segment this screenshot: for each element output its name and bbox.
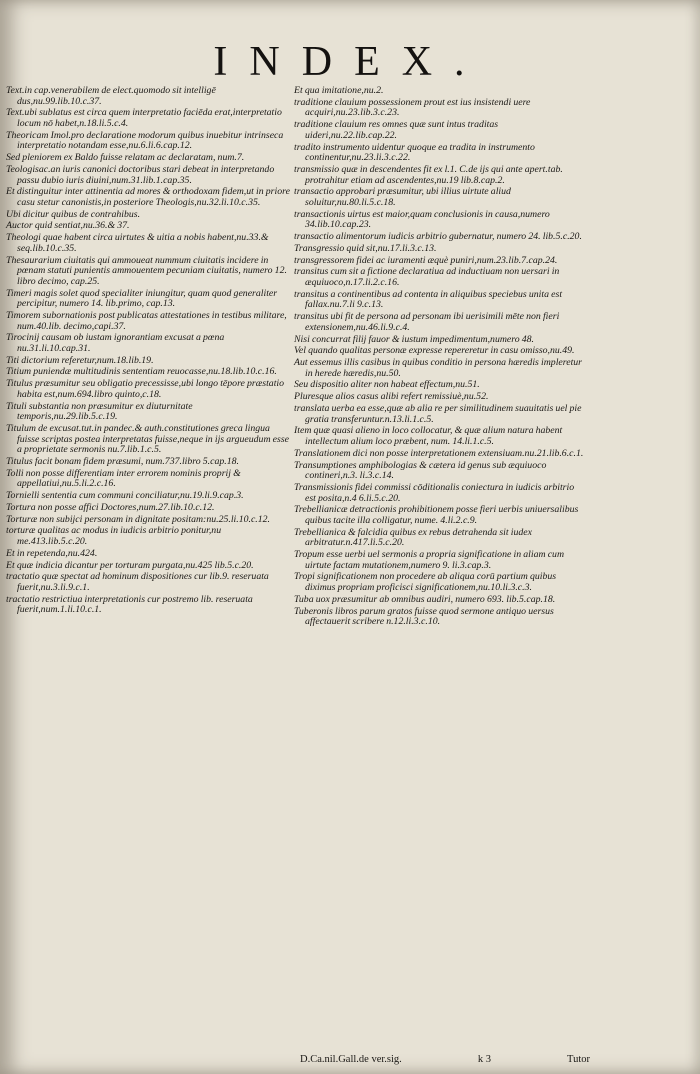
index-entry: Tortura non posse affici Doctores,num.27.lib.10.c.12. <box>6 501 215 513</box>
index-entry: Timeri magis solet quod specialiter iniungitur, quam quod generaliter percipitur, numero 14. lib.primo, cap.13. <box>6 287 278 310</box>
index-entry: Vel quando qualitas personæ expresse repereretur in casu omisso,nu.49. <box>294 345 575 357</box>
index-column-left <box>6 86 291 617</box>
index-entry: Titi dictorium referetur,num.18.lib.19. <box>6 354 154 366</box>
index-entry: Seu dispositio aliter non habeat effectum,nu.51. <box>294 379 480 391</box>
index-column-right <box>294 86 586 629</box>
index-entry: Text.in cap.venerabilem de elect.quomodo sit intelligē dus,nu.99.lib.10.c.37. <box>6 85 216 107</box>
index-entry: traditione clauium res omnes quæ sunt intus traditas uideri,nu.22.lib.cap.22. <box>294 119 499 141</box>
index-entry: Tuba uox præsumitur ab omnibus audiri, numero 693. lib.5.cap.18. <box>294 593 556 605</box>
index-entry: traditione clauium possessionem prout est ius insistendi uere acquiri,nu.23.lib.3.c.23. <box>294 96 531 119</box>
index-entry: Auctor quid sentiat,nu.36.& 37. <box>6 220 130 232</box>
index-entry: Tolli non posse differentiam inter errorem nominis proprij & appellatiui,nu.5.li.2.c.16. <box>6 467 241 490</box>
index-entry: Theoricam Imol.pro declaratione modorum quibus inuebitur intrinseca interpretatio notandam esse,nu.6.li.6.cap.12. <box>6 129 284 152</box>
index-entry: Item quæ quasi alieno in loco collocatur, & quæ alium natura habent intellectum alium loco præbent, num. 14.li.1.c.5. <box>294 425 563 447</box>
footer-signature: D.Ca.nil.Gall.de ver.sig. <box>300 1054 402 1065</box>
index-entry: Titulus facit bonam fidem præsumi, num.737.libro 5.cap.18. <box>6 455 239 467</box>
index-entry: Trebellianica & falcidia quibus ex rebus detrahenda sit iudex arbitratur.n.417.li.5.c.20. <box>294 526 532 549</box>
index-entry: transactionis uirtus est maior,quam conclusionis in causa,numero 34.lib.10.cap.23. <box>294 208 550 231</box>
index-entry: tractatio restrictiua interpretationis cur postremo lib. reseruata fuerit,num.1.li.10.c.1. <box>6 593 253 616</box>
index-entry: Et distinguitur inter attinentia ad mores & orthodoxam fidem,ut in priore casu stetur canonistis,in posteriore Theologis,nu.32.li.10.c.35. <box>6 186 290 208</box>
index-entry: Text.ubi sublatus est circa quem interpretatio faciēda erat,interpretatio locum nō habet,n.18.li.5.c.4. <box>6 107 282 129</box>
index-entry: Pluresque alios casus alibi refert remissiuè,nu.52. <box>294 391 489 403</box>
index-entry: Tropum esse uerbi uel sermonis a propria significatione in aliam cum uirtute factam mutationem,numero 9. li.3.cap.3. <box>294 549 565 571</box>
index-entry: Timorem subornationis post publicatas attestationes in testibus militare, num.40.lib. decimo,capi.37. <box>6 309 287 332</box>
index-entry: Tropi significationem non procedere ab aliqua corū partium quibus diximus propriam proficisci significationem,nu.10.li.3.c.3. <box>294 571 557 593</box>
index-entry: torturæ qualitas ac modus in iudicis arbitrio ponitur,nu me.413.lib.5.c.20. <box>6 525 222 548</box>
index-entry: Nisi concurrat filij fauor & iustum impedimentum,numero 48. <box>294 333 535 345</box>
index-entry: Tornielli sententia cum communi conciliatur,nu.19.li.9.cap.3. <box>6 490 244 502</box>
index-entry: Tirocinij causam ob iustam ignorantiam excusat a pœna nu.31.li.10.cap.31. <box>6 332 225 354</box>
index-entry: Aut essemus illis casibus in quibus conditio in persona hæredis impleretur in herede hæredis,nu.50. <box>294 357 582 379</box>
index-entry: Translationem dici non posse interpretationem extensiuam.nu.21.lib.6.c.1. <box>294 447 584 459</box>
index-entry: transitus cum sit a fictione declaratiua ad inductiuam non uersari in æquiuoco,n.17.li.2.c.16. <box>294 266 560 288</box>
index-entry: transitus ubi fit de persona ad personam ibi uerisimili mēte non fieri extensionem,nu.46.li.9.c.4. <box>294 311 560 333</box>
index-entry: Et in repetenda,nu.424. <box>6 547 98 559</box>
footer-catchword: Tutor <box>567 1054 590 1065</box>
index-entry: Tituli substantia non præsumitur ex diuturnitate temporis,nu.29.lib.5.c.19. <box>6 400 193 423</box>
index-entry: Trebellianicæ detractionis prohibitionem posse fieri uerbis uniuersalibus quibus tacite illa colligatur, nume. 4.li.2.c.9. <box>294 504 579 526</box>
index-entry: Ubi dicitur quibus de contrahibus. <box>6 208 141 220</box>
index-entry: Et qua imitatione,nu.2. <box>294 85 384 96</box>
index-entry: Transmissionis fidei commissi cōditionalis coniectura in iudicis arbitrio est posita,n.4 6.li.5.c.20. <box>294 481 575 504</box>
index-entry: Et quæ indicia dicantur per torturam purgata,nu.425 lib.5.c.20. <box>6 559 254 571</box>
index-entry: Tuberonis libros parum gratos fuisse quod sermone antiquo uersus affectauerit scribere n.12.li.3.c.10. <box>294 605 554 628</box>
index-entry: Titium puniendæ multitudinis sententiam reuocasse,nu.18.lib.10.c.16. <box>6 366 277 378</box>
footer-mark: k 3 <box>477 1054 491 1065</box>
page-title: INDEX. <box>213 39 487 85</box>
index-entry: Transumptiones amphibologias & cætera id genus sub æquiuoco contineri,n.3. li.3.c.14. <box>294 459 547 482</box>
index-entry: Theologi quae habent circa uirtutes & uitia a nobis habent,nu.33.& seq.lib.10.c.35. <box>6 232 269 254</box>
index-entry: transmissio quæ in descendentes fit ex l.1. C.de ijs qui ante apert.tab. protrahitur etiam ad ascendentes,nu.19 lib.8.cap.2. <box>294 163 563 186</box>
index-entry: Titulus præsumitur seu obligatio precessisse,ubi longo tēpore præstatio habita est,num.694.libro quinto,c.18. <box>6 378 285 400</box>
index-entry: transitus a continentibus ad contenta in aliquibus speciebus unita est fallax.nu.7.li 9.c.13. <box>294 288 563 311</box>
index-entry: tractatio quæ spectat ad hominum dispositiones cur lib.9. reseruata fuerit,nu.3.li.9.c.1. <box>6 571 269 593</box>
index-entry: transgressorem fidei ac iuramenti æquè puniri,num.23.lib.7.cap.24. <box>294 254 558 266</box>
index-entry: Sed pleniorem ex Baldo fuisse relatam ac declaratam, num.7. <box>6 152 245 164</box>
index-entry: Teologisac.an iuris canonici doctoribus stari debeat in interpretando passu dubio iuris diuini,num.31.lib.1.cap.35. <box>6 163 275 186</box>
index-entry: transactio alimentorum iudicis arbitrio gubernatur, numero 24. lib.5.c.20. <box>294 231 582 243</box>
index-entry: Thesaurarium ciuitatis qui ammoueat nummum ciuitatis incidere in pœnam statuti punientis ammouentem pecuniam ciuitatis, numero 12. libro decimo, cap.25. <box>6 254 287 287</box>
index-entry: Transgressio quid sit,nu.17.li.3.c.13. <box>294 242 437 254</box>
index-entry: tradito instrumento uidentur quoque ea tradita in instrumento continentur,nu.23.li.3.c.22. <box>294 141 535 164</box>
index-entry: Titulum de excusat.tut.in pandec.& auth.constitutiones greca lingua fuisse scriptas postea interpretatas fuisse,neque in ijs argueudum esse a proprietate sermonis nu.7.lib.1.c.5. <box>6 423 289 456</box>
index-entry: translata uerba ea esse,quæ ab alia re per similitudinem suauitatis uel pie gratia transferuntur.n.13.li.1.c.5. <box>294 403 582 425</box>
page-footer <box>300 1054 590 1065</box>
index-entry: Torturæ non subijci personam in dignitate positam:nu.25.li.10.c.12. <box>6 513 270 525</box>
index-entry: transactio approbari præsumitur, ubi illius uirtute aliud soluitur,nu.80.li.5.c.18. <box>294 186 511 208</box>
